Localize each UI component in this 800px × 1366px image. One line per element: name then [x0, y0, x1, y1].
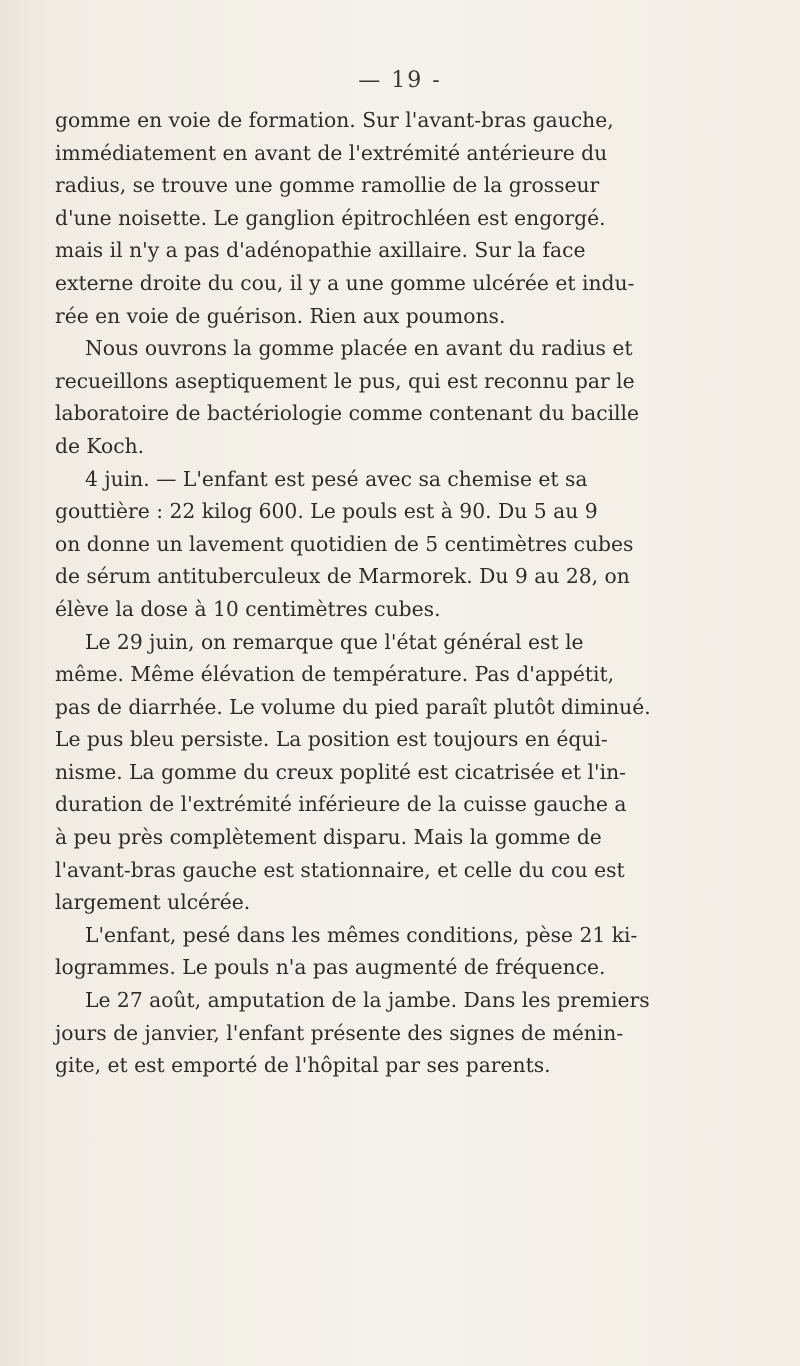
text-line: l'avant-bras gauche est stationnaire, et celle du cou est — [55, 857, 625, 882]
paragraph-6 — [55, 984, 771, 1082]
page-number: — 19 - — [358, 68, 442, 93]
text-line: à peu près complètement disparu. Mais la gomme de — [55, 825, 602, 850]
text-line: largement ulcérée. — [55, 890, 251, 915]
text-line: même. Même élévation de température. Pas d'appétit, — [55, 662, 615, 687]
body-text — [55, 104, 771, 1082]
text-line: d'une noisette. Le ganglion épitrochléen est engorgé. — [55, 205, 606, 230]
text-line: gite, et est emporté de l'hôpital par ses parents. — [55, 1053, 551, 1078]
text-line: Nous ouvrons la gomme placée en avant du radius et — [85, 336, 633, 361]
text-line: de Koch. — [55, 433, 145, 458]
paragraph-1 — [55, 104, 771, 332]
text-line: externe droite du cou, il y a une gomme ulcérée et indu- — [55, 270, 635, 295]
text-line: jours de janvier, l'enfant présente des signes de ménin- — [55, 1020, 624, 1045]
text-line: gouttière : 22 kilog 600. Le pouls est à 90. Du 5 au 9 — [55, 499, 598, 524]
text-line: L'enfant, pesé dans les mêmes conditions, pèse 21 ki- — [85, 922, 638, 947]
text-line: recueillons aseptiquement le pus, qui est reconnu par le — [55, 368, 635, 393]
paragraph-2 — [55, 332, 771, 462]
text-line: élève la dose à 10 centimètres cubes. — [55, 596, 441, 621]
text-line: nisme. La gomme du creux poplité est cicatrisée et l'in- — [55, 759, 626, 784]
text-line: immédiatement en avant de l'extrémité antérieure du — [55, 140, 608, 165]
text-line: pas de diarrhée. Le volume du pied paraît plutôt diminué. — [55, 694, 651, 719]
text-line: gomme en voie de formation. Sur l'avant-bras gauche, — [55, 108, 614, 132]
text-line: de sérum antituberculeux de Marmorek. Du 9 au 28, on — [55, 564, 630, 589]
text-line: 4 juin. — L'enfant est pesé avec sa chemise et sa — [85, 466, 588, 491]
text-line: Le 27 août, amputation de la jambe. Dans les premiers — [85, 988, 650, 1013]
text-line: laboratoire de bactériologie comme contenant du bacille — [55, 401, 640, 426]
text-line: Le 29 juin, on remarque que l'état général est le — [85, 629, 584, 654]
paragraph-4 — [55, 626, 771, 919]
text-line: rée en voie de guérison. Rien aux poumons. — [55, 303, 506, 328]
text-line: radius, se trouve une gomme ramollie de la grosseur — [55, 173, 600, 198]
text-line: mais il n'y a pas d'adénopathie axillaire. Sur la face — [55, 238, 586, 263]
text-line: on donne un lavement quotidien de 5 centimètres cubes — [55, 531, 634, 556]
paragraph-3 — [55, 463, 771, 626]
text-line: Le pus bleu persiste. La position est toujours en équi- — [55, 727, 608, 752]
text-line: duration de l'extrémité inférieure de la cuisse gauche a — [55, 792, 627, 817]
paragraph-5 — [55, 919, 771, 984]
text-line: logrammes. Le pouls n'a pas augmenté de fréquence. — [55, 955, 606, 980]
